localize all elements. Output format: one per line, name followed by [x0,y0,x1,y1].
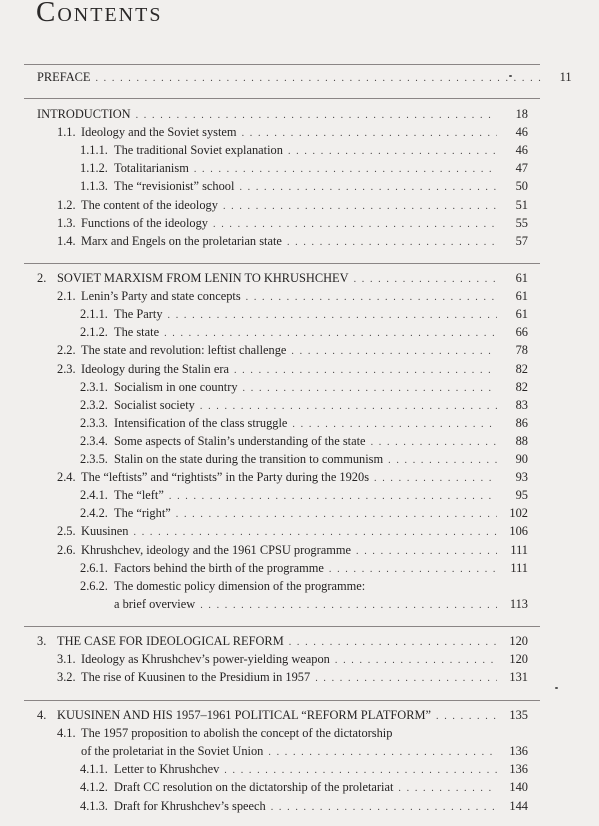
entry-number: 1.3. [57,215,76,230]
toc-entry[interactable] [0,378,599,396]
divider [24,263,540,264]
entry-number: 2.1.2. [80,325,108,340]
entry-title: Ideology as Khrushchev’s power-yielding weapon [81,652,330,667]
entry-title: The content of the ideology [81,197,218,212]
page-number: 136 [509,762,528,777]
toc-entry[interactable] [0,159,599,177]
entry-number: 2.1.1. [80,307,108,322]
toc-entry[interactable] [0,504,599,522]
page-number: 135 [509,708,528,722]
entry-number: 2.3.2. [80,397,108,412]
entry-title: The “revisionist” school [114,179,235,194]
entry-title: The “right” [114,506,171,521]
toc-entry[interactable] [0,650,599,668]
entry-number: 2.2. [57,343,76,358]
toc-entry[interactable] [0,486,599,504]
toc-entry[interactable] [0,396,599,414]
entry-title: The domestic policy dimension of the programme: [114,578,366,593]
toc-section-heading[interactable] [0,706,599,724]
entry-number: 2.4.2. [80,506,108,521]
toc-entry[interactable] [0,232,599,250]
toc-entry[interactable] [0,595,599,613]
page-number: 95 [515,488,528,503]
entry-title: THE CASE FOR IDEOLOGICAL REFORM [57,634,284,648]
entry-number: 1.1.3. [80,179,108,194]
entry-title: Kuusinen [81,524,129,539]
entry-title: Lenin’s Party and state concepts [81,289,241,304]
toc-entry-preface[interactable] [0,68,599,86]
page-number: 61 [515,307,528,322]
toc-entry[interactable] [0,577,599,595]
toc-entry[interactable] [0,541,599,559]
page-number: 90 [515,452,528,466]
entry-title: Totalitarianism [114,161,189,176]
page-number: 82 [515,361,528,376]
entry-number: 3.2. [57,670,76,685]
entry-title: The “leftists” and “rightists” in the Party during the 1920s [81,470,370,485]
entry-number: 2.5. [57,524,76,539]
entry-number: 2.6.1. [80,560,108,575]
page-number: 140 [509,780,528,795]
entry-number: 4. [37,708,47,722]
page-number: 86 [515,415,528,430]
toc-entry[interactable] [0,559,599,577]
toc-entry[interactable] [0,196,599,214]
toc-entry[interactable] [0,778,599,796]
toc-section-heading[interactable] [0,269,599,287]
entry-title: The state [114,325,160,340]
entry-title: Ideology and the Soviet system [81,125,237,140]
divider [24,64,540,65]
page-number: 46 [515,125,528,140]
page-number: 111 [510,542,528,557]
entry-number: 1.2. [57,197,76,212]
toc-entry[interactable] [0,468,599,486]
entry-title: Some aspects of Stalin’s understanding of the state [114,433,366,448]
page-number: 46 [515,143,528,158]
page-number: 11 [559,70,572,84]
entry-number: 2.4.1. [80,488,108,503]
toc-entry[interactable] [0,668,599,686]
entry-title: The 1957 proposition to abolish the concept of the dictatorship [81,726,393,741]
entry-title: The Party [114,307,163,322]
leader-dots [287,234,497,252]
page-number: 120 [509,652,528,667]
entry-number: 2.1. [57,289,76,304]
entry-title: Factors behind the birth of the programme [114,560,324,575]
page-number: 82 [515,379,528,394]
page-number: 102 [509,506,528,521]
toc-entry[interactable] [0,742,599,760]
toc-section-heading[interactable] [0,105,599,123]
divider [24,626,540,627]
entry-number: 2.3.1. [80,379,108,394]
entry-number: 3.1. [57,652,76,667]
entry-title: Socialist society [114,397,195,412]
entry-title: PREFACE [37,70,91,84]
toc-entry[interactable] [0,214,599,232]
toc-entry[interactable] [0,432,599,450]
page-number: 88 [515,433,528,448]
page-number: 136 [509,744,528,759]
entry-number: 1.1.1. [80,143,108,158]
toc-entry[interactable] [0,522,599,540]
entry-title: a brief overview [114,596,196,611]
entry-number: 1.1. [57,125,76,140]
entry-title: Letter to Khrushchev [114,762,220,777]
entry-number: 2. [37,271,47,285]
toc-entry[interactable] [0,323,599,341]
entry-title: Socialism in one country [114,379,238,394]
page-number: 113 [509,596,528,611]
print-speck [509,75,512,77]
entry-number: 3. [37,634,47,648]
leader-dots [95,70,540,88]
entry-title: Khrushchev, ideology and the 1961 CPSU programme [81,542,352,557]
divider [24,700,540,701]
page-number: 18 [515,107,528,121]
entry-title: SOVIET MARXISM FROM LENIN TO KHRUSHCHEV [57,271,349,285]
page-number: 144 [509,798,528,813]
entry-title: Marx and Engels on the proletarian state [81,233,282,248]
page-number: 50 [515,179,528,194]
toc-entry[interactable] [0,414,599,432]
entry-title: Stalin on the state during the transition to communism [114,452,384,466]
entry-title: The “left” [114,488,164,503]
entry-title: Intensification of the class struggle [114,415,288,430]
entry-number: 2.3.4. [80,433,108,448]
page-number: 106 [509,524,528,539]
entry-title: INTRODUCTION [37,107,131,121]
entry-title: Functions of the ideology [81,215,208,230]
page-number: 93 [515,470,528,485]
entry-number: 4.1.2. [80,780,108,795]
entry-number: 2.3. [57,361,76,376]
page-number: 55 [515,215,528,230]
divider [24,98,540,99]
entry-title: Draft CC resolution on the dictatorship of the proletariat [114,780,394,795]
entry-title: KUUSINEN AND HIS 1957–1961 POLITICAL “REFORM PLATFORM” [57,708,432,722]
entry-number: 2.3.3. [80,415,108,430]
toc-entry[interactable] [0,341,599,359]
toc-section-heading[interactable] [0,632,599,650]
toc-entry[interactable] [0,797,599,815]
toc-entry[interactable] [0,123,599,141]
entry-title: The rise of Kuusinen to the Presidium in 1957 [81,670,311,685]
page-number: 51 [515,197,528,212]
entry-number: 2.6.2. [80,578,108,593]
entry-title: The traditional Soviet explanation [114,143,283,158]
entry-number: 4.1.3. [80,798,108,813]
toc-entry[interactable] [0,141,599,159]
entry-title: Draft for Khrushchev’s speech [114,798,266,813]
entry-number: 2.3.5. [80,452,108,466]
toc-entry[interactable] [0,360,599,378]
entry-title: Ideology during the Stalin era [81,361,229,376]
page-number: 47 [515,161,528,176]
toc-entry[interactable] [0,305,599,323]
entry-number: 4.1.1. [80,762,108,777]
page-number: 83 [515,397,528,412]
page-number: 61 [515,271,528,285]
entry-title: The state and revolution: leftist challenge [81,343,287,358]
leader-dots [315,670,497,688]
page-number: 120 [509,634,528,648]
page-number: 111 [510,560,528,575]
leader-dots [200,597,497,615]
entry-number: 4.1. [57,726,76,741]
page-number: 66 [515,325,528,340]
page-number: 131 [509,670,528,685]
entry-number: 1.4. [57,233,76,248]
page-number: 57 [515,233,528,248]
page-title: Contents [36,0,163,28]
toc-entry[interactable] [0,177,599,195]
entry-title: of the proletariat in the Soviet Union [81,744,264,759]
toc-entry[interactable] [0,724,599,742]
leader-dots [271,799,497,817]
toc-entry[interactable] [0,450,599,468]
page-number: 61 [515,289,528,304]
toc-entry[interactable] [0,287,599,305]
entry-number: 2.6. [57,542,76,557]
entry-number: 2.4. [57,470,76,485]
entry-number: 1.1.2. [80,161,108,176]
toc-entry[interactable] [0,760,599,778]
page-number: 78 [515,343,528,358]
print-speck [555,687,558,689]
